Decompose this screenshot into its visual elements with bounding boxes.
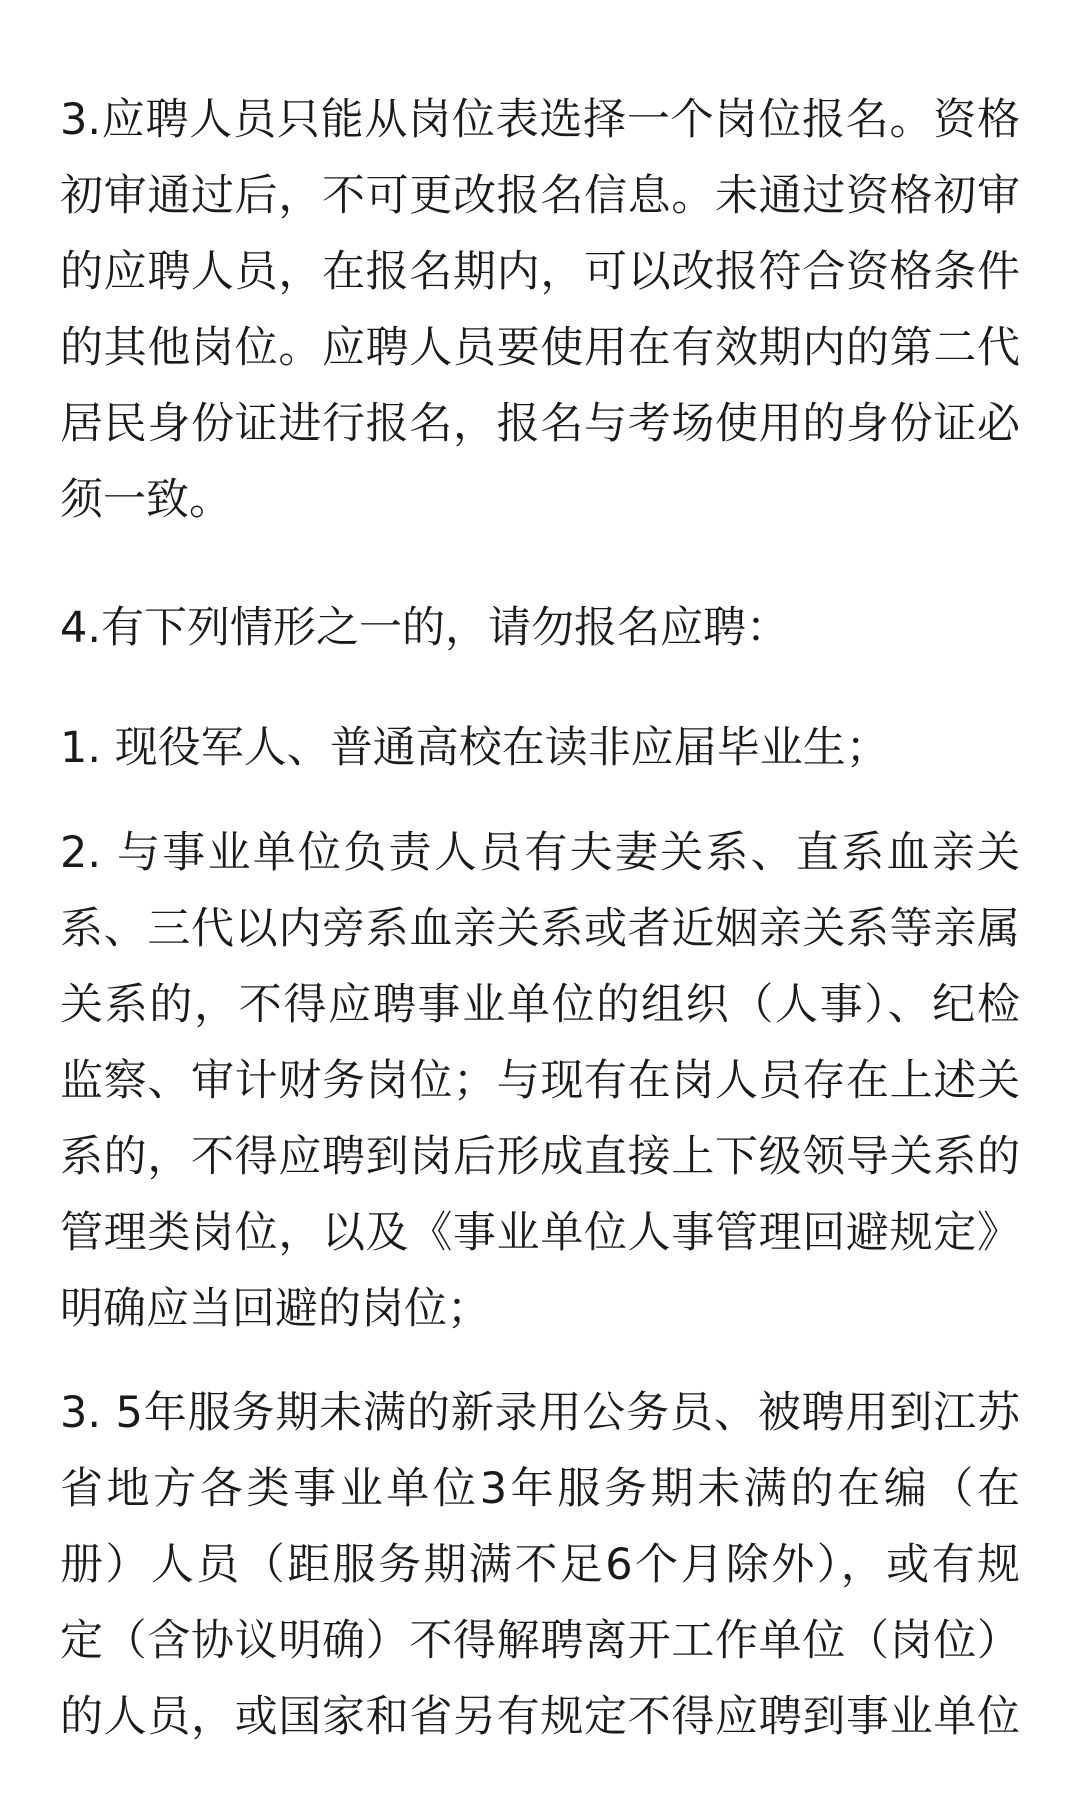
text-line: 4.有下列情形之一的，请勿报名应聘： [60, 603, 790, 653]
text-line: 系、三代以内旁系血亲关系或者近姻亲关系等亲属 [60, 904, 1020, 954]
text-line: 的应聘人员，在报名期内，可以改报符合资格条件 [60, 247, 1020, 297]
text-line: 的其他岗位。应聘人员要使用在有效期内的第二代 [60, 323, 1020, 373]
text-line: 2. 与事业单位负责人员有夫妻关系、直系血亲关 [60, 828, 1020, 878]
text-line: 明确应当回避的岗位； [60, 1284, 490, 1334]
text-line: 初审通过后，不可更改报名信息。未通过资格初审 [60, 171, 1020, 221]
text-line: 监察、审计财务岗位；与现有在岗人员存在上述关 [60, 1056, 1020, 1106]
text-line: 3. 5年服务期未满的新录用公务员、被聘用到江苏 [60, 1388, 1020, 1438]
list-item-3 [60, 1375, 1020, 1755]
list-item-1 [60, 710, 1020, 786]
text-line: 1. 现役军人、普通高校在读非应届毕业生； [60, 723, 889, 773]
text-line: 管理类岗位，以及《事业单位人事管理回避规定》 [60, 1208, 1020, 1258]
text-line: 关系的，不得应聘事业单位的组织（人事）、纪检 [60, 980, 1020, 1030]
text-line: 省地方各类事业单位3年服务期未满的在编（在 [60, 1464, 1020, 1514]
text-line: 3.应聘人员只能从岗位表选择一个岗位报名。资格 [60, 95, 1020, 145]
paragraph-application-rule-4-heading [60, 590, 1020, 666]
text-line: 系的，不得应聘到岗后形成直接上下级领导关系的 [60, 1132, 1020, 1182]
paragraph-application-rule-3 [60, 82, 1020, 538]
text-line: 须一致。 [60, 475, 232, 525]
text-line: 的人员，或国家和省另有规定不得应聘到事业单位 [60, 1692, 1020, 1742]
list-item-2 [60, 815, 1020, 1347]
text-line: 定（含协议明确）不得解聘离开工作单位（岗位） [60, 1616, 1020, 1666]
text-line: 册）人员（距服务期满不足6个月除外），或有规 [60, 1540, 1020, 1590]
text-line: 居民身份证进行报名，报名与考场使用的身份证必 [60, 399, 1020, 449]
